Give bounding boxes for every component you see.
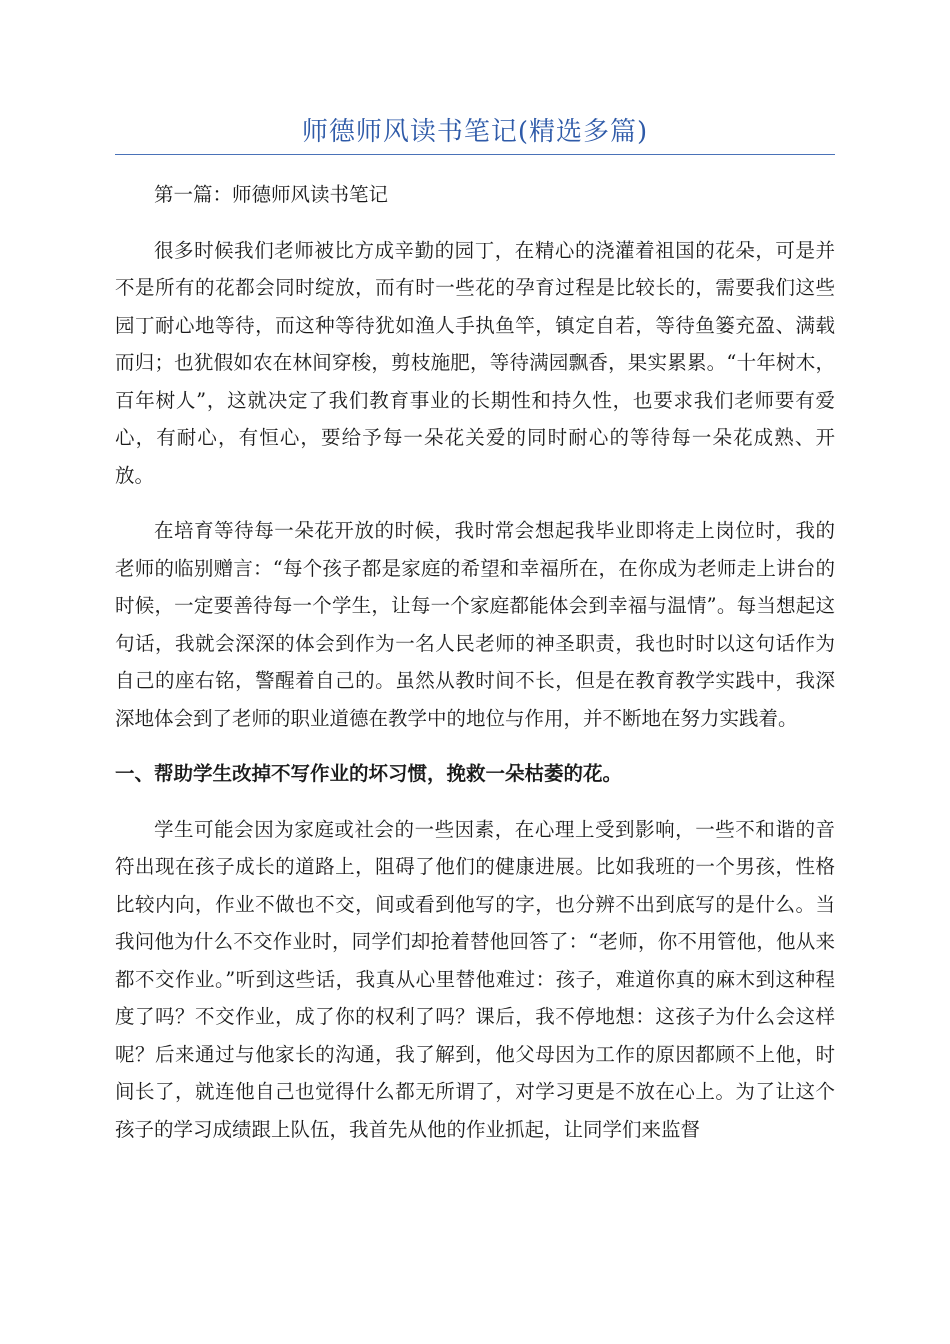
document-title: 师德师风读书笔记(精选多篇) [301,117,649,147]
title-underline [115,154,835,155]
section-subtitle: 第一篇：师德师风读书笔记 [154,183,389,206]
body-paragraph-1: 很多时候我们老师被比方成辛勤的园丁，在精心的浇灌着祖国的花朵，可是并不是所有的花都会同时绽放，而有时一些花的孕育过程是比较长的，需要我们这些园丁耐心地等待，而这种等待犹如渔人手执鱼竿，镇定自若，等待鱼篓充盈、满载而归；也犹假如农在林间穿梭，剪枝施肥，等待满园飘香，果实累累。“十年树木，百年树人”，这就决定了我们教育事业的长期性和持久性，也要求我们老师要有爱心，有耐心，有恒心，要给予每一朵花关爱的同时耐心的等待每一朵花成熟、开放。 [115,238,835,487]
body-paragraph-2: 在培育等待每一朵花开放的时候，我时常会想起我毕业即将走上岗位时，我的老师的临别赠言：“每个孩子都是家庭的希望和幸福所在，在你成为老师走上讲台的时候，一定要善待每一个学生，让每一个家庭都能体会到幸福与温情”。每当想起这句话，我就会深深的体会到作为一名人民老师的神圣职责，我也时时以这句话作为自己的座右铭，警醒着自己的。虽然从教时间不长，但是在教育教学实践中，我深深地体会到了老师的职业道德在教学中的地位与作用，并不断地在努力实践着。 [115,519,835,730]
section-heading-1: 一、帮助学生改掉不写作业的坏习惯，挽救一朵枯萎的花。 [115,762,623,785]
document-body [115,176,835,1148]
body-paragraph-3: 学生可能会因为家庭或社会的一些因素，在心理上受到影响，一些不和谐的音符出现在孩子成长的道路上，阻碍了他们的健康进展。比如我班的一个男孩，性格比较内向，作业不做也不交，间或看到他写的字，也分辨不出到底写的是什么。当我问他为什么不交作业时，同学们却抢着替他回答了：“老师，你不用管他，他从来都不交作业。”听到这些话，我真从心里替他难过：孩子，难道你真的麻木到这种程度了吗？不交作业，成了你的权利了吗？课后，我不停地想：这孩子为什么会这样呢？后来通过与他家长的沟通，我了解到，他父母因为工作的原因都顾不上他，时间长了，就连他自己也觉得什么都无所谓了，对学习更是不放在心上。为了让这个孩子的学习成绩跟上队伍，我首先从他的作业抓起，让同学们来监督 [115,817,835,1141]
